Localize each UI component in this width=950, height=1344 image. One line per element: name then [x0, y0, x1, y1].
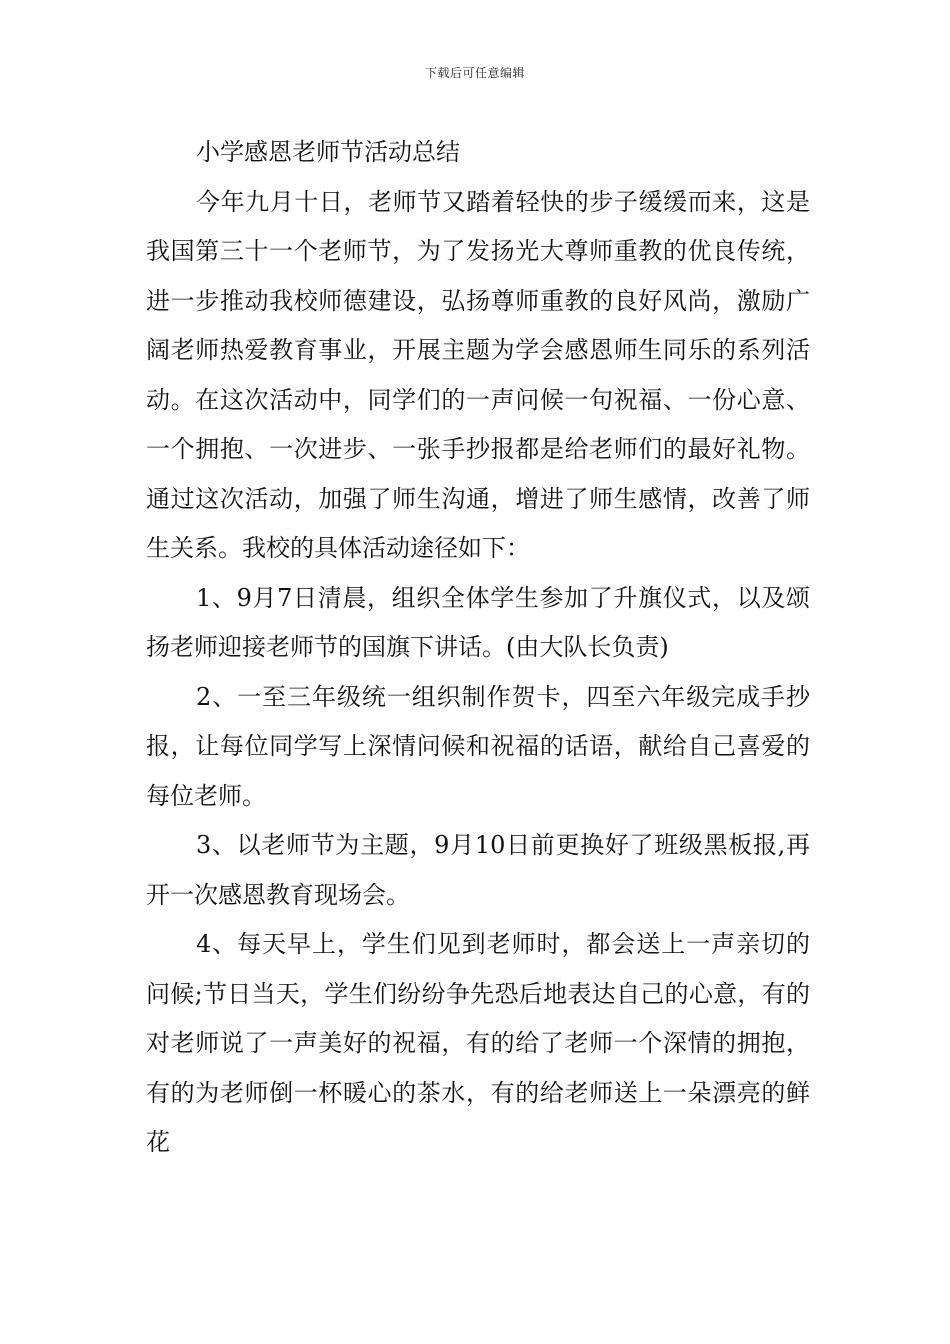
document-body — [146, 128, 810, 1168]
document-title: 小学感恩老师节活动总结 — [196, 138, 460, 166]
paragraph-item-1: 1、9月7日清晨，组织全体学生参加了升旗仪式，以及颂扬老师迎接老师节的国旗下讲话。(由大队长负责) — [146, 583, 810, 661]
paragraph-intro: 今年九月十日，老师节又踏着轻快的步子缓缓而来，这是我国第三十一个老师节，为了发扬光大尊师重教的优良传统，进一步推动我校师德建设，弘扬尊师重教的良好风尚，激励广阔老师热爱教育事业，开展主题为学会感恩师生同乐的系列活动。在这次活动中，同学们的一声问候一句祝福、一份心意、一个拥抱、一次进步、一张手抄报都是给老师们的最好礼物。通过这次活动，加强了师生沟通，增进了师生感情，改善了师生关系。我校的具体活动途径如下： — [146, 187, 810, 562]
paragraph-item-4: 4、每天早上，学生们见到老师时，都会送上一声亲切的问候;节日当天，学生们纷纷争先恐后地表达自己的心意，有的对老师说了一声美好的祝福，有的给了老师一个深情的拥抱，有的为老师倒一杯暖心的茶水，有的给老师送上一朵漂亮的鲜花 — [146, 930, 810, 1156]
header-note: 下载后可任意编辑 — [424, 66, 525, 80]
paragraph-item-3: 3、以老师节为主题，9月10日前更换好了班级黑板报,再开一次感恩教育现场会。 — [146, 831, 810, 909]
paragraph-item-2: 2、一至三年级统一组织制作贺卡，四至六年级完成手抄报，让每位同学写上深情问候和祝福的话语，献给自己喜爱的每位老师。 — [146, 682, 810, 810]
